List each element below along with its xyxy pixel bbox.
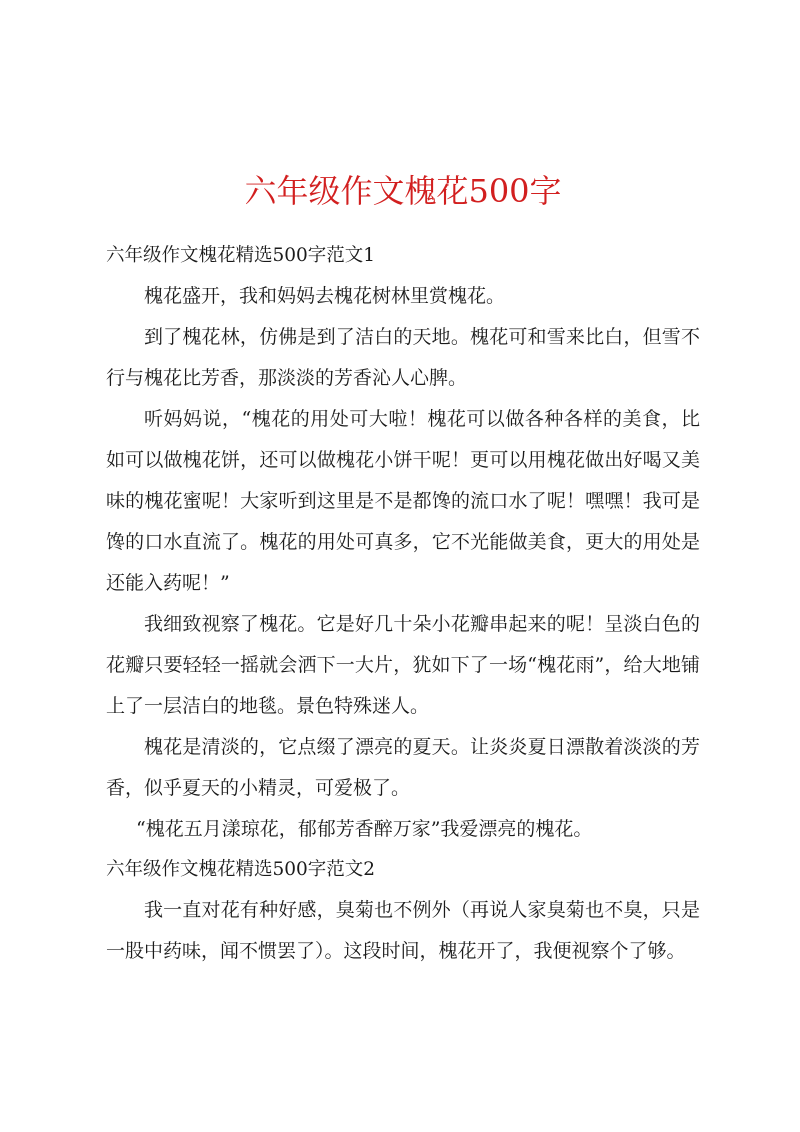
- paragraph: 听妈妈说，“槐花的用处可大啦！槐花可以做各种各样的美食，比如可以做槐花饼，还可以做槐花小饼干呢！更可以用槐花做出好喝又美味的槐花蜜呢！大家听到这里是不是都馋的流口水了呢！嘿嘿！我可是馋的口水直流了。槐花的用处可真多，它不光能做美食，更大的用处是还能入药呢！”: [106, 408, 700, 594]
- paragraph: 到了槐花林，仿佛是到了洁白的天地。槐花可和雪来比白，但雪不行与槐花比芳香，那淡淡的芳香沁人心脾。: [106, 326, 700, 389]
- paragraph: 我一直对花有种好感，臭菊也不例外（再说人家臭菊也不臭，只是一股中药味，闻不惯罢了）。这段时间，槐花开了，我便视察个了够。: [106, 899, 700, 962]
- section-1: [106, 236, 700, 850]
- section-heading: 六年级作文槐花精选500字范文1: [106, 245, 376, 266]
- paragraph: 槐花盛开，我和妈妈去槐花树林里赏槐花。: [144, 285, 506, 307]
- section-2: [106, 850, 700, 972]
- page-title: 六年级作文槐花500字: [244, 172, 562, 210]
- paragraph: 我细致视察了槐花。它是好几十朵小花瓣串起来的呢！呈淡白色的花瓣只要轻轻一摇就会洒下一大片，犹如下了一场“槐花雨”，给大地铺上了一层洁白的地毯。景色特殊迷人。: [106, 613, 700, 717]
- paragraph: “槐花五月漾琼花，郁郁芳香醉万家”我爱漂亮的槐花。: [136, 818, 593, 840]
- paragraph: 槐花是清淡的，它点缀了漂亮的夏天。让炎炎夏日漂散着淡淡的芳香，似乎夏天的小精灵，可爱极了。: [106, 736, 700, 799]
- section-heading: 六年级作文槐花精选500字范文2: [106, 859, 376, 880]
